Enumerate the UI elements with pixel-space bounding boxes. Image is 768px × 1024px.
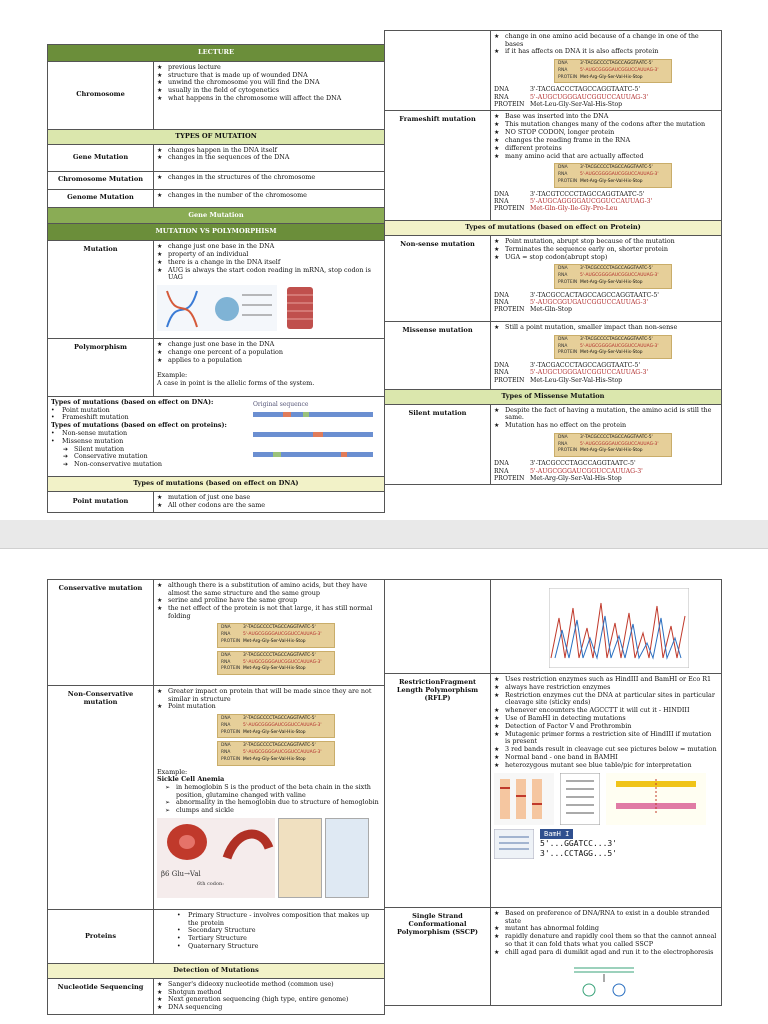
frameshift-sequence-image: DNA 3'-TACGCCCCTAGCCAGGTAATC-5' RNA 5'-AUGCGGGGAUCGGUCCAUUAG-3' PROTEIN Met-Arg-Gly-Ser-Val-His-Stop [554, 163, 672, 187]
polymorphism-example-text: A case in point is the allelic forms of the system. [157, 378, 315, 387]
list-item: ➢ abnormality in the hemoglobin due to structure of hemoglobin [165, 799, 381, 807]
list-item: ★ AUG is always the start codon reading in mRNA, stop codon is UAG [157, 267, 381, 282]
frameshift-list [494, 113, 718, 160]
chromosome-mutation-label: Chromosome Mutation [48, 171, 154, 189]
chromosome-list [157, 64, 381, 103]
list-item: ★ previous lecture [157, 64, 381, 72]
top-sequence-image: DNA 3'-TACGCCCCTAGCCAGGTAATC-5' RNA 5'-AUGCGGGGAUCGGUCCAUUAG-3' PROTEIN Met-Arg-Gly-Ser-Val-His-Stop [554, 59, 672, 83]
bamhi-label: BamH I [540, 829, 573, 839]
list-item: • Quaternary Structure [177, 943, 381, 951]
list-item: ★ structure that is made up of wounded DNA [157, 72, 381, 80]
missense-types-header: Types of Missense Mutation [385, 390, 722, 405]
sickle-cell-figure [157, 818, 381, 898]
list-item: ★ UGA = stop codon(abrupt stop) [494, 254, 718, 262]
point-mutation-label: Point mutation [48, 491, 154, 512]
genome-mutation-label: Genome Mutation [48, 189, 154, 207]
gel-electrophoresis-figure [494, 773, 554, 825]
list-item: ★ change in one amino acid because of a change in one of the bases [494, 33, 718, 48]
band-table-figure [560, 773, 600, 825]
list-item: ★ heterozygous mutant see blue table/pic for interpretation [494, 762, 718, 770]
list-item: ★ the net effect of the protein is not that large, it has still normal folding [157, 605, 381, 620]
page-2 [0, 548, 768, 1024]
list-item: ★ Shotgun method [157, 989, 381, 997]
polymorphism-example-label: Example: [157, 371, 188, 380]
list-item: • Missense mutation [51, 438, 381, 446]
list-item: ➔ Conservative mutation [63, 453, 381, 461]
nucleotide-label: Nucleotide Sequencing [48, 978, 154, 1014]
gel-pattern-figure [494, 829, 534, 859]
sickle-cell-list [165, 784, 381, 815]
sscp-diagram [564, 960, 644, 1000]
nonsense-label: Non-sense mutation [385, 236, 491, 322]
missense-sequence-image: DNA 3'-TACGCCCCTAGCCAGGTAATC-5' RNA 5'-AUGCGGGGAUCGGUCCAUUAG-3' PROTEIN Met-Arg-Gly-Ser-Val-His-Stop [554, 335, 672, 359]
protein-effect-header: Types of mutations (based on effect on Protein) [385, 221, 722, 236]
list-item: ★ there is a change in the DNA itself [157, 259, 381, 267]
list-item: ★ Next generation sequencing (high type, entire genome) [157, 996, 381, 1004]
list-item: ★ Despite the fact of having a mutation, the amino acid is still the same. [494, 407, 718, 422]
top-sequence-text: DNA 3'-TACGACCCTAGCCAGGTAATC-5' RNA 5'-AUGCUGGGAUCGGUCCAUUAG-3' PROTEIN Met-Leu-Gly-Ser-Val-His-Stop [494, 86, 649, 109]
list-item: ★ All other codons are the same [157, 502, 381, 510]
nonconservative-label: Non-Conservative mutation [48, 686, 154, 910]
list-item: ★ mutant has abnormal folding [494, 925, 718, 933]
list-item: ★ different proteins [494, 145, 718, 153]
list-item: ★ changes happen in the DNA itself [157, 147, 381, 155]
silent-sequence-text: DNA 3'-TACGCCCTAGCCAGGTAATC-5' RNA 5'-AUGCGGGAUCGGUCCAUUAG-3' PROTEIN Met-Arg-Gly-Ser-Val-His-Stop [494, 460, 643, 482]
lecture-header: LECTURE [48, 45, 385, 62]
list-item: ★ Use of BamHI in detecting mutations [494, 715, 718, 723]
types-protein-title: Types of mutations (based on effect on proteins): [51, 421, 227, 430]
chromosome-mutation-list [157, 174, 381, 182]
list-item: ★ rapidly denature and rapidly cool them so that the cannot anneal so that it can fold thats what you called SSCP [494, 933, 718, 948]
proteins-label: Proteins [48, 910, 154, 964]
page2-left-column [47, 579, 385, 1015]
list-item: ★ always have restriction enzymes [494, 684, 718, 692]
list-item: ★ Greater impact on protein that will be made since they are not similar in structure [157, 688, 381, 703]
list-item: ★ property of an individual [157, 251, 381, 259]
sickle-cell-caption: β6 Glu→Val [161, 869, 201, 878]
list-item: ★ Still a point mutation, smaller impact than non-sense [494, 324, 718, 332]
page2-right-column [384, 579, 722, 1006]
conservative-sequence-image: DNA 3'-TACGCCCCTAGCCAGGTAATC-5' RNA 5'-AUGCGGGGAUCGGUCCAUUAG-3' PROTEIN Met-Arg-Gly-Ser-Val-His-Stop [217, 623, 335, 647]
list-item: ★ mutation of just one base [157, 494, 381, 502]
page1-right-column [384, 30, 722, 485]
hemoglobin-table-image [325, 818, 369, 898]
gene-mutation-list [157, 147, 381, 162]
list-item: ★ unwind the chromosome you will find the DNA [157, 79, 381, 87]
list-item: ★ Restriction enzymes cut the DNA at particular sites in particular cleavage site (sticky ends) [494, 692, 718, 707]
nonconservative-example-label: Example: [157, 767, 188, 776]
list-item: ★ Point mutation, abrupt stop because of the mutation [494, 238, 718, 246]
list-item: ★ changes in the number of the chromosome [157, 192, 381, 200]
list-item: ★ This mutation changes many of the codons after the mutation [494, 121, 718, 129]
missense-sequence-text: DNA 3'-TACGACCCTAGCCAGGTAATC-5' RNA 5'-AUGCUGGGAUCGGUCCAUUAG-3' PROTEIN Met-Leu-Gly-Ser-Val-His-Stop [494, 362, 649, 384]
silent-label: Silent mutation [385, 404, 491, 484]
nonconservative-sequence-image-2: DNA 3'-TACGCCCCTAGCCAGGTAATC-5' RNA 5'-AUGCGGGGAUCGGUCCAUUAG-3' PROTEIN Met-Arg-Gly-Ser-Val-His-Stop [217, 741, 335, 765]
bamhi-box [540, 829, 617, 858]
list-item: ★ Based on preference of DNA/RNA to exist in a double stranded state [494, 910, 718, 925]
mutation-types-figure-label: Original sequence [253, 401, 309, 409]
mutation-types-diagram [253, 408, 381, 470]
list-item: ★ changes in the structures of the chromosome [157, 174, 381, 182]
list-item: ★ Sanger's dideoxy nucleotide method (common use) [157, 981, 381, 989]
gene-mutation-label: Gene Mutation [48, 144, 154, 171]
proteins-list [177, 912, 381, 951]
list-item: • Primary Structure - involves composition that makes up the protein [177, 912, 381, 927]
bamhi-seq-bottom: 3'...CCTAGG...5' [540, 848, 618, 858]
list-item: • Secondary Structure [177, 927, 381, 935]
missense-label: Missense mutation [385, 322, 491, 390]
list-item: ★ NO STOP CODON, longer protein [494, 129, 718, 137]
list-item: ★ usually in the field of cytogenetics [157, 87, 381, 95]
gene-mutation-header: Gene Mutation [48, 207, 385, 224]
list-item: ★ whenever encounters the AGCCTT it will cut it - HINDIII [494, 707, 718, 715]
genome-mutation-list [157, 192, 381, 200]
sequencing-chromatogram [549, 588, 689, 668]
sscp-label: Single Strand Conformational Polymorphism (SSCP) [385, 908, 491, 1006]
mutation-label: Mutation [48, 241, 154, 339]
detection-header: Detection of Mutations [48, 964, 385, 979]
list-item: • Frameshift mutation [51, 414, 381, 422]
rflp-figures [494, 773, 718, 825]
red-blood-cell-graphic [157, 818, 275, 870]
conservative-list [157, 582, 381, 620]
list-item: ★ what happens in the chromosome will affect the DNA [157, 95, 381, 103]
sickle-cell-title: Sickle Cell Anemia [157, 775, 225, 784]
bamhi-seq-top: 5'...GGATCC...3' [540, 839, 618, 849]
types-dna-header: Types of mutations (based on effect on DNA) [48, 477, 385, 492]
rflp-label: RestrictionFragment Length Polymorphism (RFLP) [385, 674, 491, 908]
list-item: ★ chill agad para di dumikit agad and run it to the electrophoresis [494, 949, 718, 957]
list-item: ★ Normal band - one band in BAMHI [494, 754, 718, 762]
gel-blank-label [385, 580, 491, 674]
list-item: ★ change just one base in the DNA [157, 341, 381, 349]
list-item: ➢ in hemoglobin S is the product of the beta chain in the sixth position, glutamine changed with valine [165, 784, 381, 799]
nucleotide-list [157, 981, 381, 1012]
top-blank-label [385, 31, 491, 111]
list-item: ★ Terminates the sequence early on, shorter protein [494, 246, 718, 254]
list-item: ★ Point mutation [157, 703, 381, 711]
sickle-cell-codon: 6th codon: [197, 880, 224, 887]
types-of-mutation-header: TYPES OF MUTATION [48, 129, 385, 144]
types-dna-title: Types of mutations (based on effect on DNA): [51, 398, 214, 407]
frameshift-sequence-text: DNA 3'-TACGTCCCCTAGCCAGGTAATC-5' RNA 5'-AUGCAGGGGAUCGGUCCAUUAG-3' PROTEIN Met-Gln-Gly-Ile-Gly-Pro-Leu [494, 190, 653, 213]
point-mutation-list [157, 494, 381, 509]
bamhi-figure [494, 829, 718, 859]
list-item: • Point mutation [51, 407, 381, 415]
sickle-cell-image [157, 818, 275, 898]
list-item: ★ change one percent of a population [157, 349, 381, 357]
list-item: ★ change just one base in the DNA [157, 243, 381, 251]
mutation-list [157, 243, 381, 282]
list-item: ★ if it has affects on DNA it is also affects protein [494, 48, 718, 56]
list-item: ★ Base was inserted into the DNA [494, 113, 718, 121]
list-item: ★ Mutation has no effect on the protein [494, 422, 718, 430]
silent-list [494, 407, 718, 430]
nonconservative-sequence-image: DNA 3'-TACGCCCCTAGCCAGGTAATC-5' RNA 5'-AUGCGGGGAUCGGUCCAUUAG-3' PROTEIN Met-Arg-Gly-Ser-Val-His-Stop [217, 714, 335, 738]
top-items-list [494, 33, 718, 56]
list-item: ★ changes the reading frame in the RNA [494, 137, 718, 145]
mutation-vs-polymorphism-header: MUTATION VS POLYMORPHISM [48, 224, 385, 241]
list-item: • Non-sense mutation [51, 430, 381, 438]
list-item: ★ serine and proline have the same group [157, 597, 381, 605]
dna-transcription-figure [157, 285, 277, 331]
page1-left-column [47, 44, 385, 513]
hemoglobin-chart-image [278, 818, 322, 898]
list-item: ★ although there is a substitution of amino acids, but they have almost the same structure and the same group [157, 582, 381, 597]
restriction-site-diagram [606, 773, 706, 825]
list-item: ★ Detection of Factor V and Prothrombin [494, 723, 718, 731]
rflp-list [494, 676, 718, 769]
list-item: ★ applies to a population [157, 357, 381, 365]
nonsense-sequence-image: DNA 3'-TACGCCCCTAGCCAGGTAATC-5' RNA 5'-AUGCGGGGAUCGGUCCAUUAG-3' PROTEIN Met-Arg-Gly-Ser-Val-His-Stop [554, 264, 672, 288]
list-item: ➢ clumps and sickle [165, 807, 381, 815]
conservative-label: Conservative mutation [48, 580, 154, 686]
mutation-types-figure [253, 401, 381, 473]
polymorphism-list [157, 341, 381, 364]
list-item: • Tertiary Structure [177, 935, 381, 943]
conservative-sequence-image-2: DNA 3'-TACGCCCCTAGCCAGGTAATC-5' RNA 5'-AUGCGGGGAUCGGUCCAUUAG-3' PROTEIN Met-Arg-Gly-Ser-Val-His-Stop [217, 651, 335, 675]
nonsense-sequence-text: DNA 3'-TACGCCACTAGCCAGCCAGGTAATC-5' RNA 5'-AUGCGGUGAUCGGUCCAUUAG-3' PROTEIN Met-Gln-Stop [494, 291, 659, 314]
list-item: ★ changes in the sequences of the DNA [157, 154, 381, 162]
chromosome-label: Chromosome [48, 61, 154, 129]
missense-list [494, 324, 718, 332]
list-item: ➔ Non-conservative mutation [63, 461, 381, 469]
polymorphism-label: Polymorphism [48, 339, 154, 397]
list-item: ★ DNA sequencing [157, 1004, 381, 1012]
list-item: ★ many amino acid that are actually affected [494, 153, 718, 161]
sscp-list [494, 910, 718, 956]
frameshift-label: Frameshift mutation [385, 111, 491, 221]
silent-sequence-image: DNA 3'-TACGCCCCTAGCCAGGTAATC-5' RNA 5'-AUGCGGGGAUCGGUCCAUUAG-3' PROTEIN Met-Arg-Gly-Ser-Val-His-Stop [554, 433, 672, 457]
list-item: ★ 3 red bands result in cleavage cut see pictures below = mutation [494, 746, 718, 754]
list-item: ➔ Silent mutation [63, 446, 381, 454]
nonsense-list [494, 238, 718, 261]
nonconservative-list [157, 688, 381, 711]
list-item: ★ Mutagenic primer forms a restriction site of HindIII if mutation is present [494, 731, 718, 746]
list-item: ★ Uses restriction enzymes such as HindIII and BamHI or Eco R1 [494, 676, 718, 684]
chromosome-figure [285, 285, 315, 331]
